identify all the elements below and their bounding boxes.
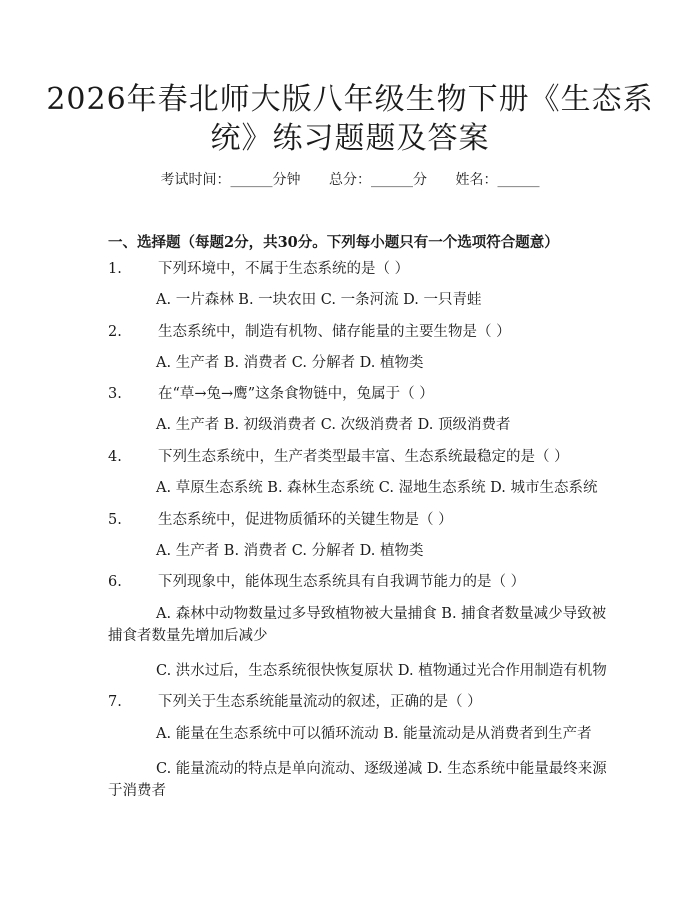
question-number: 5. xyxy=(108,512,122,528)
exam-time: 考试时间：______分钟 xyxy=(160,172,301,188)
question-5-options: A. 生产者 B. 消费者 C. 分解者 D. 植物类 xyxy=(156,543,424,559)
question-6 xyxy=(108,571,610,593)
exam-meta xyxy=(0,169,700,189)
question-2-options: A. 生产者 B. 消费者 C. 分解者 D. 植物类 xyxy=(156,355,424,371)
question-3 xyxy=(108,383,610,405)
question-7 xyxy=(108,691,610,713)
question-stem: 下列关于生态系统能量流动的叙述，正确的是（ ） xyxy=(158,694,482,710)
question-number: 7. xyxy=(108,694,122,710)
question-stem: 生态系统中，促进物质循环的关键生物是（ ） xyxy=(158,512,453,528)
question-3-options: A. 生产者 B. 初级消费者 C. 次级消费者 D. 顶级消费者 xyxy=(156,417,511,433)
question-number: 2. xyxy=(108,324,122,340)
question-6-options-cd: C. 洪水过后，生态系统很快恢复原状 D. 植物通过光合作用制造有机物 xyxy=(156,663,607,679)
question-2 xyxy=(108,321,610,343)
question-number: 4. xyxy=(108,449,122,465)
question-4-options: A. 草原生态系统 B. 森林生态系统 C. 湿地生态系统 D. 城市生态系统 xyxy=(156,480,598,496)
student-name: 姓名：______ xyxy=(455,172,540,188)
question-1 xyxy=(108,258,610,280)
question-1-options: A. 一片森林 B. 一块农田 C. 一条河流 D. 一只青蛙 xyxy=(156,292,482,308)
question-number: 6. xyxy=(108,574,122,590)
total-score: 总分：______分 xyxy=(329,172,427,188)
page-title: 2026年春北师大版八年级生物下册《生态系统》练习题题及答案 xyxy=(46,82,654,156)
question-4 xyxy=(108,446,610,468)
question-5 xyxy=(108,509,610,531)
question-7-options-cd: C. 能量流动的特点是单向流动、逐级递减 D. 生态系统中能量最终来源于消费者 xyxy=(108,761,607,799)
question-number: 1. xyxy=(108,261,122,277)
question-stem: 下列环境中，不属于生态系统的是（ ） xyxy=(158,261,410,277)
question-7-options-ab: A. 能量在生态系统中可以循环流动 B. 能量流动是从消费者到生产者 xyxy=(156,726,592,742)
section-title: 一、选择题（每题2分，共30分。下列每小题只有一个选项符合题意） xyxy=(108,234,559,251)
question-stem: 下列现象中，能体现生态系统具有自我调节能力的是（ ） xyxy=(158,574,526,590)
question-6-options-ab: A. 森林中动物数量过多导致植物被大量捕食 B. 捕食者数量减少导致被捕食者数量先增加后减少 xyxy=(108,606,607,644)
question-number: 3. xyxy=(108,386,122,402)
question-stem: 下列生态系统中，生产者类型最丰富、生态系统最稳定的是（ ） xyxy=(158,449,569,465)
question-stem: 在“草→兔→鹰”这条食物链中，兔属于（ ） xyxy=(158,386,434,402)
question-stem: 生态系统中，制造有机物、储存能量的主要生物是（ ） xyxy=(158,324,511,340)
